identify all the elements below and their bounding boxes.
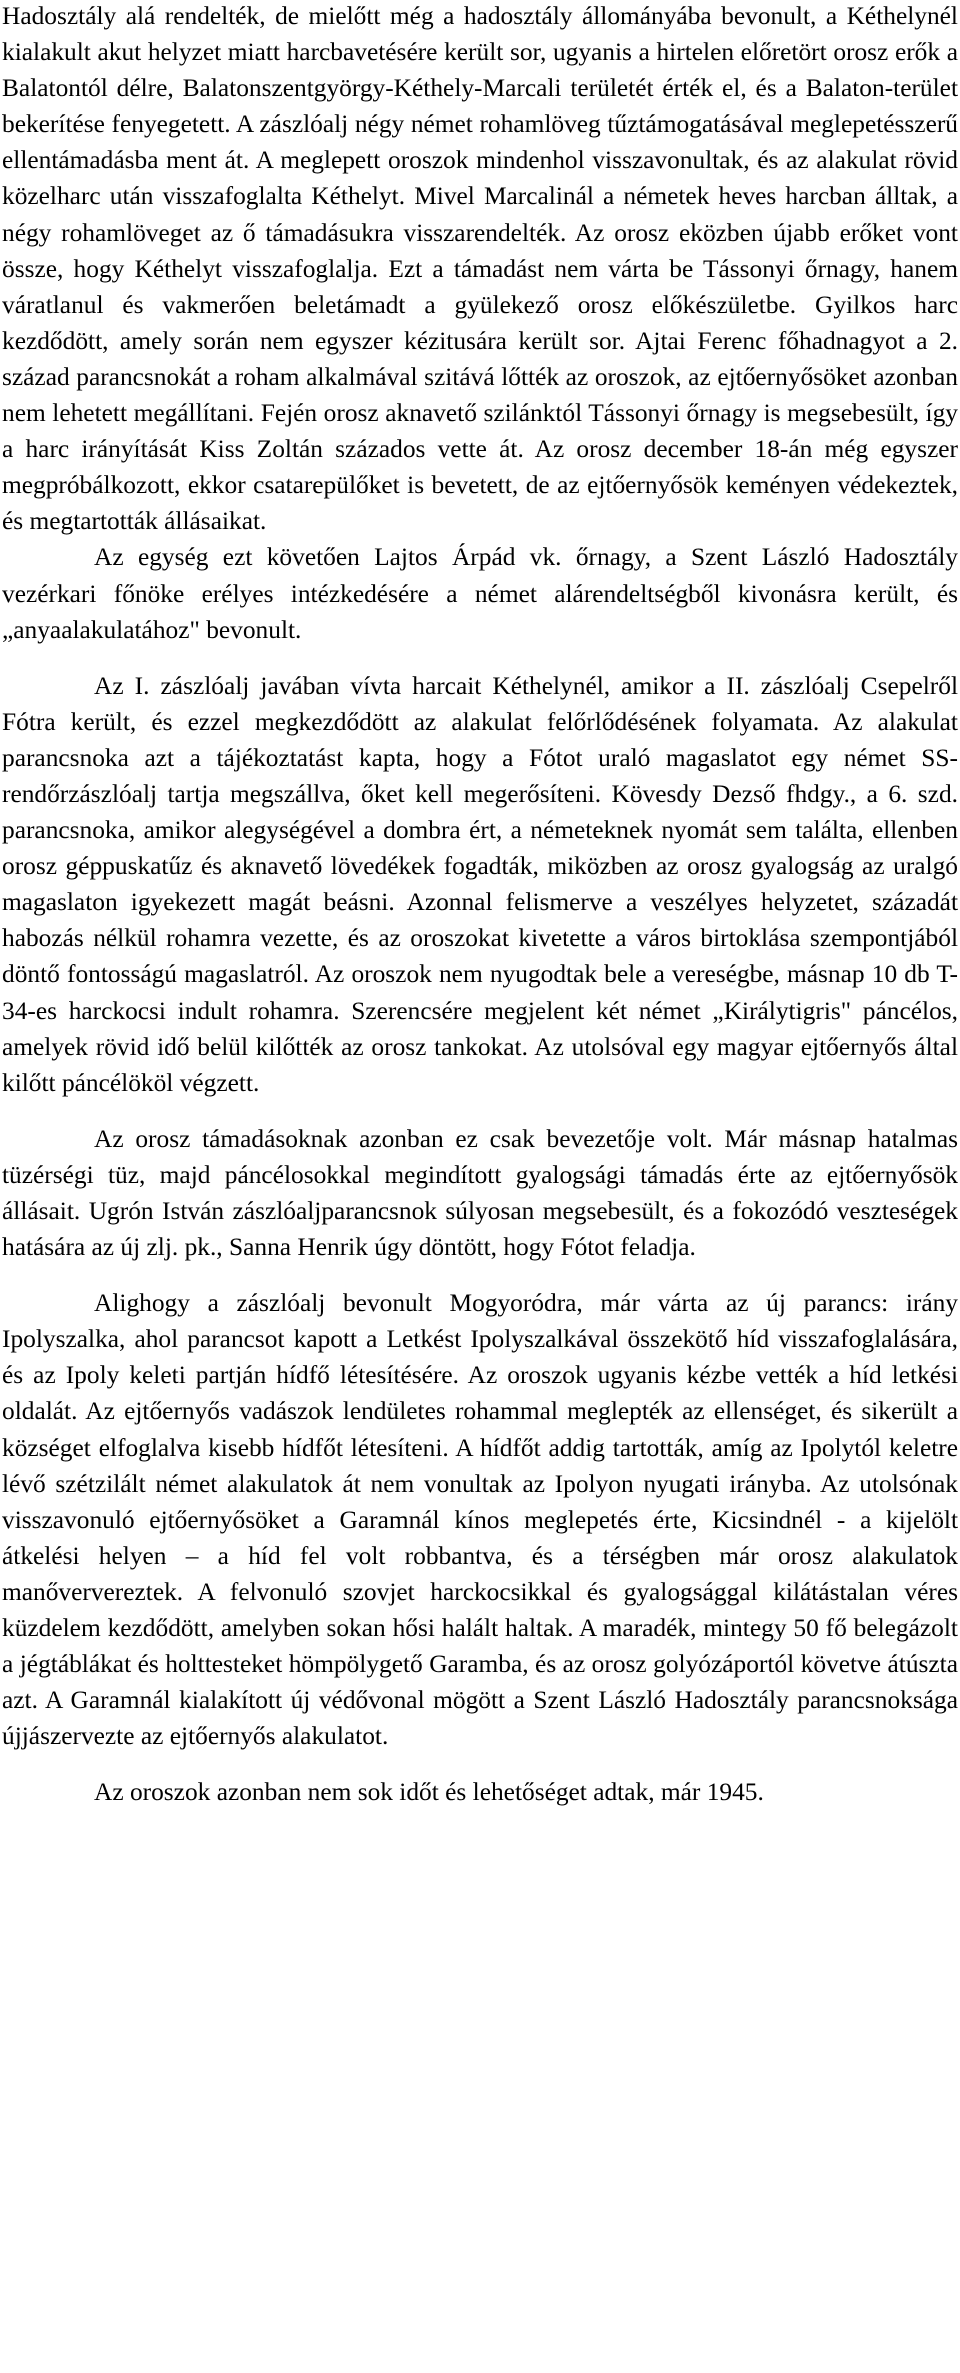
- paragraph-5: Alighogy a zászlóalj bevonult Mogyoródra, már várta az új parancs: irány Ipolyszalka, ahol parancsot kapott a Letkést Ipolyszalkával összekötő híd visszafoglalására, és az Ipoly keleti partján hídfő létesítésére. Az oroszok ugyanis kézbe vették a híd letkési oldalát. Az ejtőernyős vadászok lendületes rohammal meglepték az ellenséget, és sikerült a községet elfoglalva kisebb hídfőt létesíteni. A hídfőt addig tartották, amíg az Ipolytól keletre lévő szétzilált német alakulatok át nem vonultak az Ipolyon nyugati irányba. Az utolsónak visszavonuló ejtőernyősöket a Garamnál kínos meglepetés érte, Kicsindnél - a kijelölt átkelési helyen – a híd fel volt robbantva, és a térségben már orosz alakulatok manőververeztek. A felvonuló szovjet harckocsikkal és gyalogsággal kilátástalan véres küzdelem kezdődött, amelyben sokan hősi halált haltak. A maradék, mintegy 50 fő belegázolt a jégtáblákat és holttesteket hömpölygető Garamba, és az orosz golyózáportól követve átúszta azt. A Garamnál kialakított új védővonal mögött a Szent László Hadosztály parancsnoksága újjászervezte az ejtőernyős alakulatot.: [2, 1289, 958, 1751]
- paragraph-4: Az orosz támadásoknak azonban ez csak bevezetője volt. Már másnap hatalmas tüzérségi tüz, majd páncélosokkal megindított gyalogsági támadás érte az ejtőernyősök állásait. Ugrón István zászlóaljparancsnok súlyosan megsebesült, és a fokozódó veszteségek hatására az új zlj. pk., Sanna Henrik úgy döntött, hogy Fótot feladja.: [2, 1124, 958, 1262]
- paragraph-3: Az I. zászlóalj javában vívta harcait Kéthelynél, amikor a II. zászlóalj Csepelről Fótra került, és ezzel megkezdődött az alakulat felőrlődésének folyamata. Az alakulat parancsnoka azt a tájékoztatást kapta, hogy a Fótot uraló magaslatot egy német SS-rendőrzászlóalj tartja megszállva, őket kell megerősíteni. Kövesdy Dezső fhdgy., a 6. szd. parancsnoka, amikor alegységével a dombra ért, a németeknek nyomát sem találta, ellenben orosz géppuskatűz és aknavető lövedékek fogadták, miközben az orosz gyalogság az uralgó magaslaton igyekezett magát beásni. Azonnal felismerve a veszélyes helyzetet, századát habozás nélkül rohamra vezette, és az oroszokat kivetette a város birtoklása szempontjából döntő fontosságú magaslatról. Az oroszok nem nyugodtak bele a vereségbe, másnap 10 db T-34-es harckocsi indult rohamra. Szerencsére megjelent két német „Királytigris" páncélos, amelyek rövid idő belül kilőtték az orosz tankokat. Az utolsóval egy magyar ejtőernyős által kilőtt páncélököl végzett.: [2, 671, 958, 1097]
- paragraph-2: Az egység ezt követően Lajtos Árpád vk. őrnagy, a Szent László Hadosztály vezérkari főnöke erélyes intézkedésére a német alárendeltségből kivonásra került, és „anyaalakulatához" bevonult.: [2, 543, 958, 644]
- paragraph-6: Az oroszok azonban nem sok időt és lehetőséget adtak, már 1945.: [94, 1778, 764, 1807]
- paragraph-1: Hadosztály alá rendelték, de mielőtt még a hadosztály állományába bevonult, a Kéthelynél kialakult akut helyzet miatt harcbavetésére került sor, ugyanis a hirtelen előretört orosz erők a Balatontól délre, Balatonszentgyörgy-Kéthely-Marcali területét érték el, és a Balaton-terület bekerítése fenyegetett. A zászlóalj négy német rohamlöveg tűztámogatásával meglepetésszerű ellentámadásba ment át. A meglepett oroszok mindenhol visszavonultak, és az alakulat rövid közelharc után visszafoglalta Kéthelyt. Mivel Marcalinál a németek heves harcban álltak, a négy rohamlöveget az ő támadásukra visszarendelték. Az orosz eközben újabb erőket vont össze, hogy Kéthelyt visszafoglalja. Ezt a támadást nem várta be Tássonyi őrnagy, hanem váratlanul és vakmerően beletámadt a gyülekező orosz előkészületbe. Gyilkos harc kezdődött, amely során nem egyszer kézitusára került sor. Ajtai Ferenc főhadnagyot a 2. század parancsnokát a roham alkalmával szitává lőtték az oroszok, az ejtőernyősöket azonban nem lehetett megállítani. Fején orosz aknavető szilánktól Tássonyi őrnagy is megsebesült, így a harc irányítását Kiss Zoltán százados vette át. Az orosz december 18-án még egyszer megpróbálkozott, ekkor csatarepülőket is bevetett, de az ejtőernyősök keményen védekeztek, és megtartották állásaikat.: [2, 2, 958, 536]
